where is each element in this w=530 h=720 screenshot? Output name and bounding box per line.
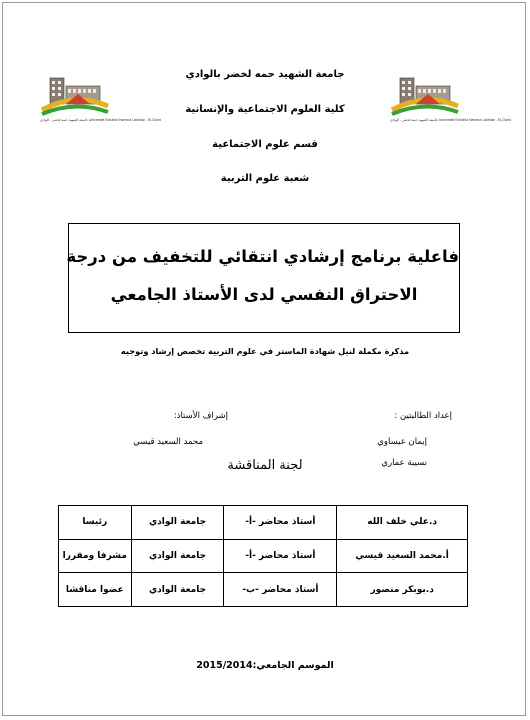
prepared-by-label: إعداد الطالبتين : (394, 411, 452, 421)
academic-season (0, 660, 530, 671)
member-rank: أستاذ محاضر -أ- (224, 539, 337, 573)
member-university: جامعة الوادي (131, 506, 224, 540)
member-university: جامعة الوادي (131, 539, 224, 573)
committee-title: لجنة المناقشة (227, 458, 303, 473)
thesis-title-line-2: الاحتراق النفسي لدى الأستاذ الجامعي (110, 285, 418, 304)
member-role: عضوا مناقشا (59, 573, 132, 607)
student-name-1: إيمان عيساوي (377, 437, 427, 447)
branch-name: شعبة علوم التربية (220, 173, 310, 184)
supervisor-name: محمد السعيد قيسي (133, 437, 203, 447)
member-role: رئيسا (59, 506, 132, 540)
student-name-2: نسيبة عماري (381, 458, 427, 468)
thesis-subtitle: مذكرة مكملة لنيل شهادة الماستر في علوم التربية تخصص إرشاد وتوجيه (120, 346, 410, 356)
supervision-label: إشراف الأستاذ: (173, 411, 228, 421)
thesis-title-line-1: فاعلية برنامج إرشادي انتقائي للتخفيف من درجة (66, 247, 459, 266)
logo-caption: جامعة الشهيد حمة لخضر - الوادي Université Echahid Hamma Lakhdar - El-Oued (40, 118, 161, 122)
thesis-title-box (68, 223, 460, 333)
member-university: جامعة الوادي (131, 573, 224, 607)
member-rank: أستاذ محاضر -ب- (224, 573, 337, 607)
member-name: د.علي خلف الله (337, 506, 468, 540)
logo-caption: جامعة الشهيد حمة لخضر - الوادي Université Echahid Hamma Lakhdar - El-Oued (390, 118, 511, 122)
table-row (59, 573, 468, 607)
academic-season-label: الموسم الجامعي: (252, 660, 334, 671)
committee-table (58, 505, 468, 607)
faculty-name: كلية العلوم الاجتماعية والإنسانية (185, 104, 345, 115)
university-name: جامعة الشهيد حمه لخضر بالوادي (185, 69, 345, 80)
member-rank: أستاذ محاضر -أ- (224, 506, 337, 540)
table-row (59, 539, 468, 573)
department-name: قسم علوم الاجتماعية (212, 139, 318, 150)
member-role: مشرفا ومقررا (59, 539, 132, 573)
member-name: د.بوبكر منصور (337, 573, 468, 607)
academic-season-years: 2015/2014 (196, 660, 253, 671)
table-row (59, 506, 468, 540)
member-name: أ.محمد السعيد قيسي (337, 539, 468, 573)
